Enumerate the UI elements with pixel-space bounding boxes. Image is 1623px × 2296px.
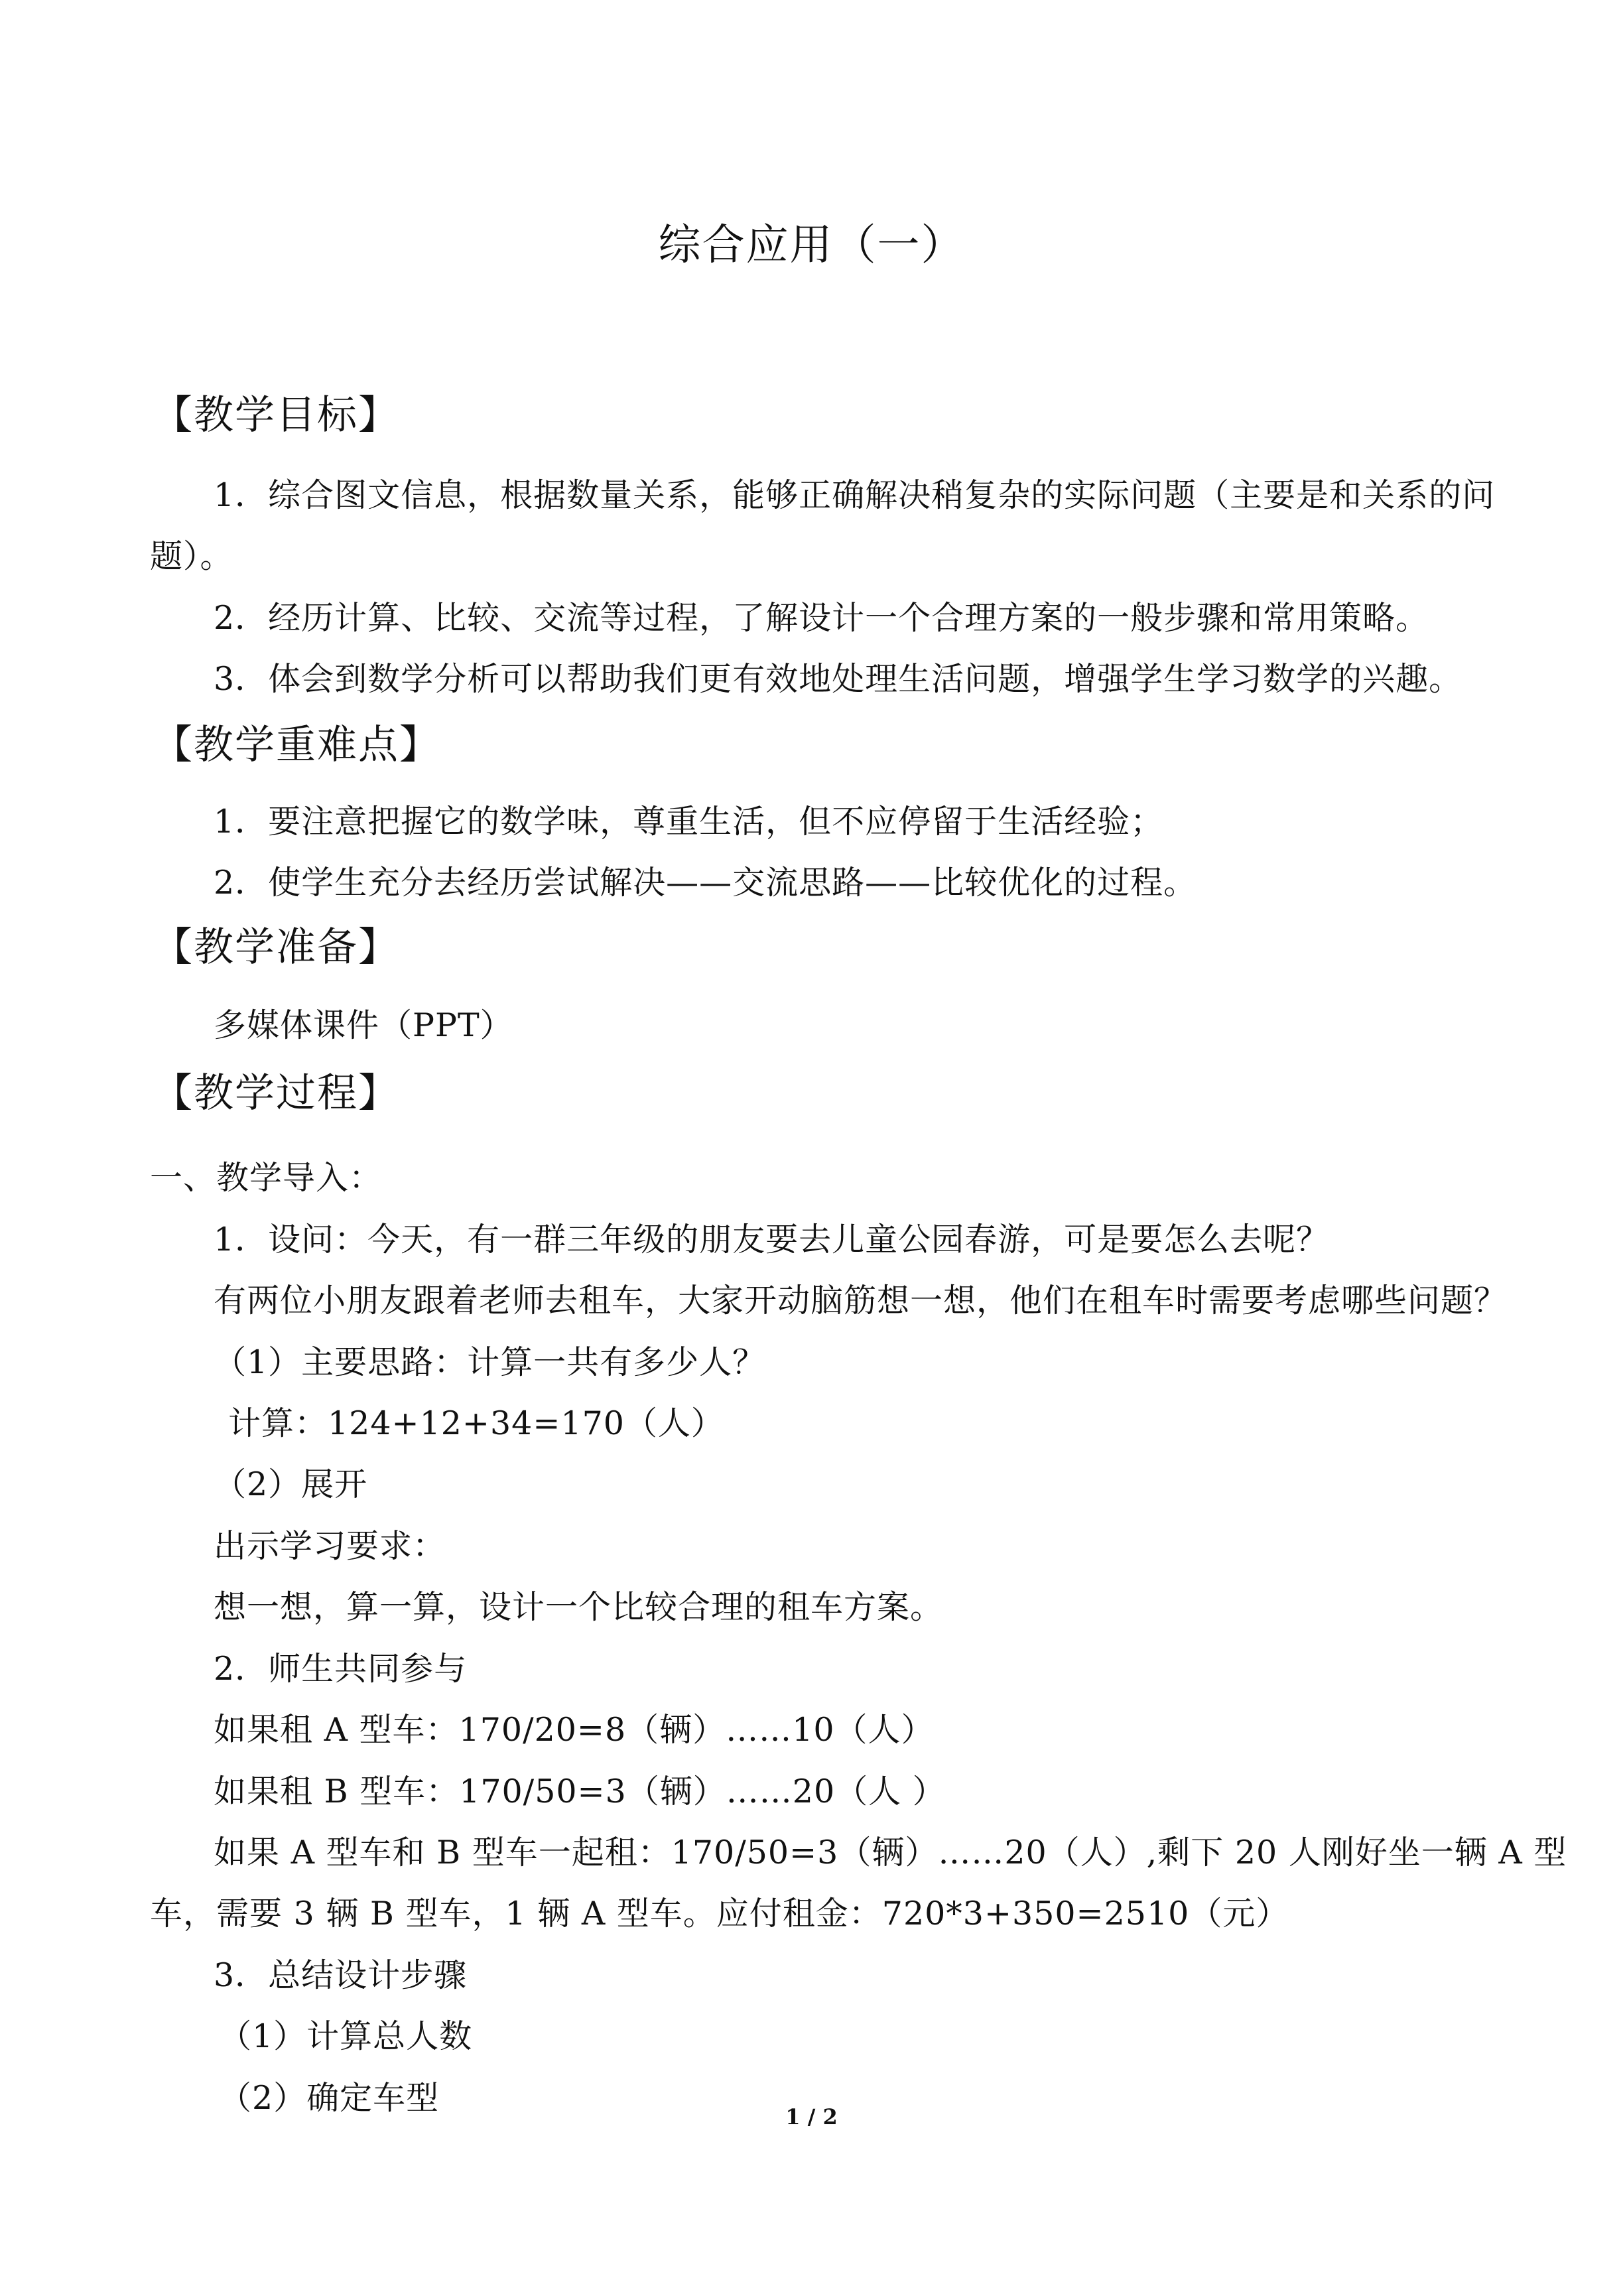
process-line-8: 想一想，算一算，设计一个比较合理的租车方案。: [214, 1588, 944, 1626]
process-line-16: （2）确定车型: [219, 2079, 440, 2117]
heading-key-points: 【教学重难点】: [153, 722, 440, 768]
process-line-14: 3．总结设计步骤: [214, 1956, 468, 1994]
process-line-7: 出示学习要求：: [214, 1527, 446, 1565]
process-line-2: 1．设问：今天，有一群三年级的朋友要去儿童公园春游，可是要怎么去呢？: [214, 1221, 1330, 1258]
heading-process: 【教学过程】: [153, 1070, 399, 1116]
process-line-12: 如果 A 型车和 B 型车一起租：170/50=3（辆）……20（人）,剩下 20 人刚好坐一辆 A 型: [214, 1834, 1567, 1871]
process-line-11: 如果租 B 型车：170/50=3（辆）……20（人 ）: [214, 1773, 946, 1810]
goal-item-2: 2．经历计算、比较、交流等过程，了解设计一个合理方案的一般步骤和常用策略。: [214, 599, 1429, 637]
key-point-item-1: 1．要注意把握它的数学味，尊重生活，但不应停留于生活经验；: [214, 803, 1164, 841]
process-line-15: （1）计算总人数: [219, 2017, 473, 2055]
process-line-3: 有两位小朋友跟着老师去租车，大家开动脑筋想一想，他们在租车时需要考虑哪些问题？: [214, 1282, 1508, 1319]
process-line-13: 车，需要 3 辆 B 型车，1 辆 A 型车。应付租金：720*3+350=2510（元）: [150, 1895, 1289, 1932]
process-line-6: （2）展开: [214, 1465, 368, 1503]
page-number: 1 / 2: [785, 2104, 838, 2129]
goal-item-3: 3．体会到数学分析可以帮助我们更有效地处理生活问题，增强学生学习数学的兴趣。: [214, 660, 1462, 698]
process-line-4: （1）主要思路：计算一共有多少人？: [214, 1343, 766, 1381]
preparation-item-1: 多媒体课件（PPT）: [214, 1006, 513, 1044]
process-line-10: 如果租 A 型车：170/20=8（辆）……10（人）: [214, 1711, 935, 1749]
goal-item-1: 1．综合图文信息，根据数量关系，能够正确解决稍复杂的实际问题（主要是和关系的问: [214, 476, 1496, 514]
process-line-9: 2．师生共同参与: [214, 1650, 468, 1688]
process-line-5: 计算：124+12+34=170（人）: [228, 1404, 724, 1442]
process-line-1: 一、教学导入：: [150, 1159, 383, 1197]
key-point-item-2: 2．使学生充分去经历尝试解决——交流思路——比较优化的过程。: [214, 864, 1197, 902]
heading-preparation: 【教学准备】: [153, 924, 399, 971]
goal-item-1-cont: 题）。: [150, 537, 233, 575]
heading-teaching-goals: 【教学目标】: [153, 392, 399, 439]
document-title: 综合应用（一）: [658, 221, 965, 270]
